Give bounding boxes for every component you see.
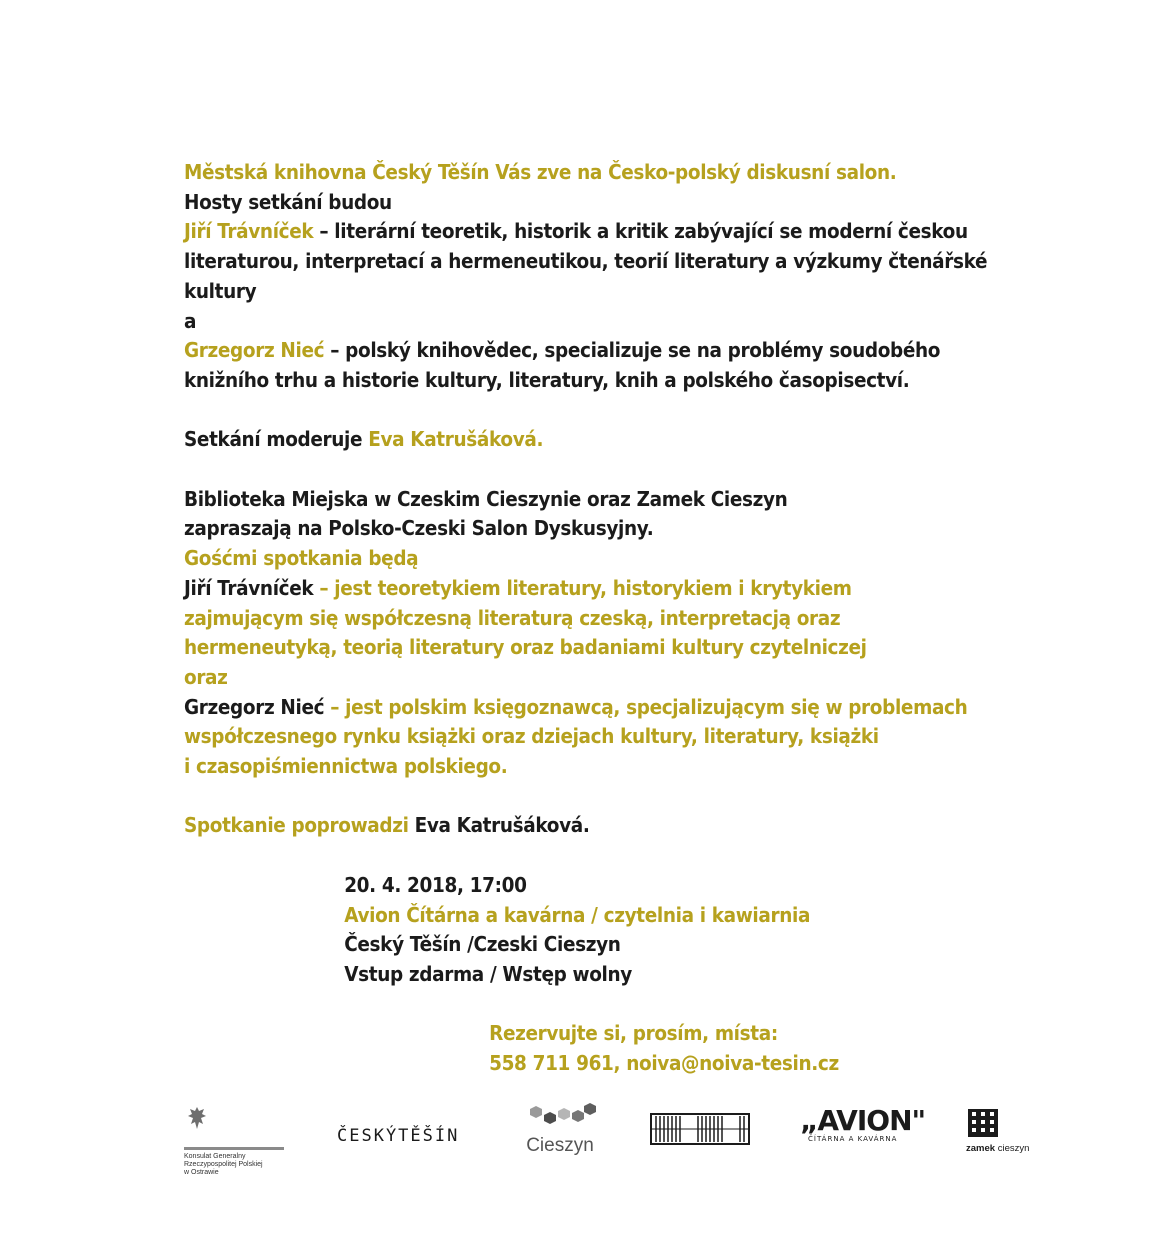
zamek-wordmark: zamek cieszyn	[966, 1143, 1030, 1154]
consulate-divider	[184, 1147, 284, 1150]
pl-guest2-desc: – jest polskim księgoznawcą, specjalizującym się w problemach	[324, 694, 968, 719]
castle-tower-icon	[966, 1107, 1000, 1137]
cz-moderator-name: Eva Katrušáková.	[368, 427, 544, 452]
pl-moderator-label: Spotkanie poprowadzi	[184, 813, 415, 838]
cz-guest2-name: Grzegorz Nieć	[184, 338, 325, 363]
pl-headline: Biblioteka Miejska w Czeskim Cieszynie oraz Zamek Cieszyn	[184, 486, 788, 511]
cieszyn-hexagons-icon	[520, 1103, 600, 1129]
reservation-label: Rezervujte si, prosím, místa:	[489, 1021, 778, 1046]
pl-moderator-name: Eva Katrušáková.	[414, 813, 590, 838]
pl-guest2-desc: współczesnego rynku książki oraz dziejach kultury, literatury, książki	[184, 724, 879, 749]
cesky-tesin-logo: ČESKÝTĚŠÍN	[337, 1126, 460, 1146]
avion-subtitle: ČÍTÁRNA A KAVÁRNA	[808, 1135, 898, 1143]
invitation-text	[184, 158, 1021, 1079]
pl-guest1-line	[184, 574, 1021, 604]
pl-headline: zapraszają na Polsko-Czeski Salon Dyskusyjny.	[184, 516, 654, 541]
pl-guest2-line	[184, 693, 1021, 723]
event-datetime: 20. 4. 2018, 17:00	[344, 872, 527, 897]
cz-guest1-line	[184, 217, 1021, 247]
event-entry: Vstup zdarma / Wstęp wolny	[344, 961, 632, 986]
polish-eagle-icon	[186, 1105, 208, 1131]
pl-guest1-desc: zajmującym się współczesną literaturą czeską, interpretacją oraz	[184, 605, 841, 630]
cz-guest1-desc: literaturou, interpretací a hermeneutikou, teorií literatury a výzkumy čtenářské	[184, 249, 988, 274]
cz-moderator-label: Setkání moderuje	[184, 427, 369, 452]
consulate-text: Konsulat Generalny Rzeczypospolitej Polskiej w Ostrawie	[184, 1153, 263, 1176]
avion-wordmark: „AVION"	[800, 1104, 926, 1137]
consulate-logo	[184, 1105, 294, 1177]
cz-guest2-line	[184, 336, 1021, 366]
pl-guests-intro: Gośćmi spotkania będą	[184, 546, 419, 571]
pl-guest2-name: Grzegorz Nieć	[184, 694, 325, 719]
pl-connector: oraz	[184, 664, 228, 689]
pl-guest1-name: Jiří Trávníček	[184, 575, 314, 600]
mik-logo	[650, 1113, 750, 1149]
pl-guest1-desc: hermeneutyką, teorią literatury oraz badaniami kultury czytelniczej	[184, 635, 867, 660]
event-city: Český Těšín /Czeski Cieszyn	[344, 932, 621, 957]
cz-guest1-desc: – literární teoretik, historik a kritik zabývající se moderní českou	[313, 219, 968, 244]
pl-moderator-line	[184, 811, 1021, 841]
partner-logos	[0, 1095, 1152, 1195]
mik-grid-icon	[650, 1113, 750, 1145]
cz-moderator-line	[184, 425, 1021, 455]
event-venue: Avion Čítárna a kavárna / czytelnia i kawiarnia	[344, 902, 811, 927]
cz-headline: Městská knihovna Český Těšín Vás zve na Česko-polský diskusní salon.	[184, 160, 897, 184]
pl-guest1-desc: – jest teoretykiem literatury, historykiem i krytykiem	[313, 575, 852, 600]
cz-guest2-desc: – polský knihovědec, specializuje se na problémy soudobého	[324, 338, 941, 363]
cieszyn-logo	[520, 1103, 600, 1157]
cz-guest1-name: Jiří Trávníček	[184, 219, 314, 244]
cz-guests-intro: Hosty setkání budou	[184, 189, 392, 214]
zamek-cieszyn-logo	[966, 1107, 1029, 1154]
cieszyn-wordmark: Cieszyn	[526, 1135, 594, 1156]
cz-connector: a	[184, 308, 197, 333]
cz-guest2-desc: knižního trhu a historie kultury, literatury, knih a polského časopisectví.	[184, 367, 910, 392]
cz-guest1-desc: kultury	[184, 278, 257, 303]
pl-guest2-desc: i czasopiśmiennictwa polskiego.	[184, 754, 508, 779]
avion-logo	[800, 1104, 926, 1143]
reservation-contact: 558 711 961, noiva@noiva-tesin.cz	[489, 1051, 839, 1076]
